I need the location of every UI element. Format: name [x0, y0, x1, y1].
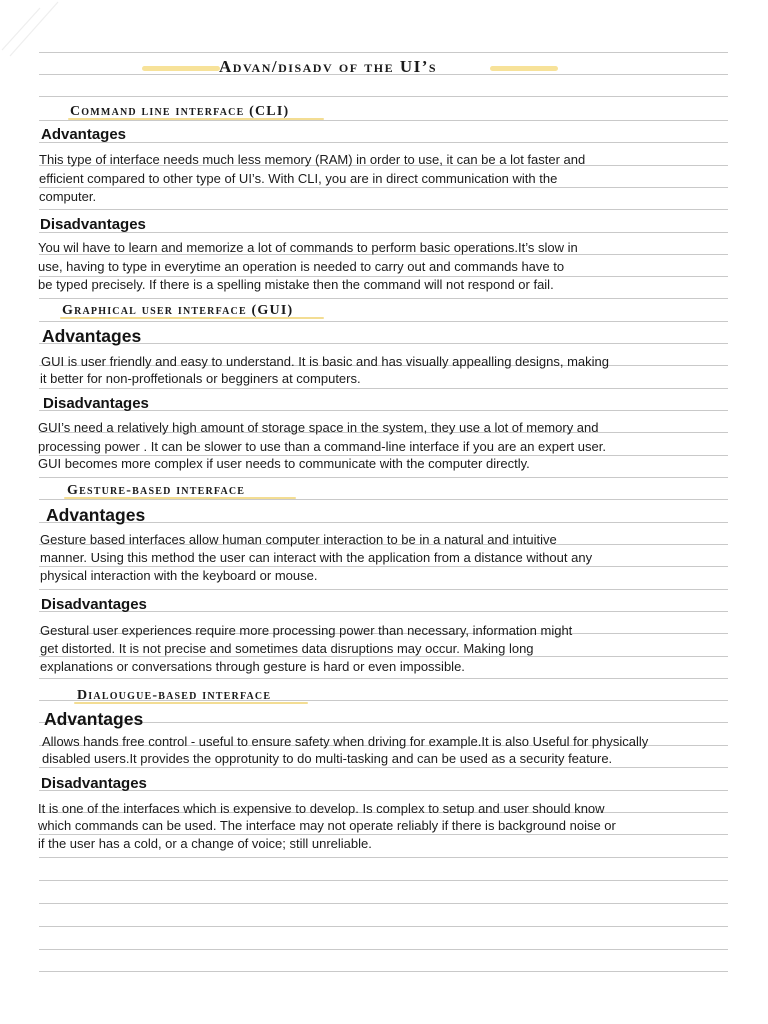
body-line: which commands can be used. The interface may not operate reliably if there is background noise or: [38, 818, 616, 833]
section-heading: Graphical user interface (GUI): [62, 303, 294, 318]
advantages-label: Advantages: [46, 505, 146, 525]
body-line: GUI is user friendly and easy to understand. It is basic and has visually appealling designs, making: [41, 354, 609, 369]
body-line: processing power . It can be slower to use than a command-line interface if you are an expert user.: [38, 439, 606, 454]
body-line: manner. Using this method the user can interact with the application from a distance without any: [40, 550, 593, 565]
body-line: Gestural user experiences require more processing power than necessary, information might: [40, 623, 573, 638]
body-line: You wil have to learn and memorize a lot of commands to perform basic operations.It’s slow in: [38, 240, 578, 255]
body-line: it better for non-proffetionals or begginers at computers.: [40, 371, 361, 386]
section-heading: Dialougue-based interface: [77, 688, 272, 703]
page-title: Advan/disadv of the UI’s: [219, 57, 438, 76]
disadvantages-label: Disadvantages: [41, 775, 147, 792]
advantages-label: Advantages: [44, 709, 144, 729]
advantages-label: Advantages: [42, 326, 142, 346]
disadvantages-label: Disadvantages: [43, 395, 149, 412]
disadvantages-label: Disadvantages: [41, 596, 147, 613]
section-heading: Gesture-based interface: [67, 483, 246, 498]
body-line: be typed precisely. If there is a spelling mistake then the command will not respond or fail.: [38, 277, 554, 292]
body-line: explanations or conversations through gesture is hard or even impossible.: [40, 659, 465, 674]
body-line: It is one of the interfaces which is expensive to develop. Is complex to setup and user should know: [38, 801, 605, 816]
title-highlight-right: [490, 66, 558, 71]
section-heading: Command line interface (CLI): [70, 104, 290, 119]
body-line: if the user has a cold, or a change of voice; still unreliable.: [38, 836, 372, 851]
body-line: efficient compared to other type of UI’s. With CLI, you are in direct communication with the: [39, 171, 558, 186]
body-line: GUI’s need a relatively high amount of storage space in the system, they use a lot of memory and: [38, 420, 599, 435]
body-line: GUI becomes more complex if user needs to communicate with the computer directly.: [38, 456, 530, 471]
body-line: use, having to type in everytime an operation is needed to carry out and commands have to: [38, 259, 565, 274]
body-line: This type of interface needs much less memory (RAM) in order to use, it can be a lot faster and: [39, 152, 586, 167]
title-highlight-left: [142, 66, 220, 71]
advantages-label: Advantages: [41, 126, 127, 143]
disadvantages-label: Disadvantages: [40, 216, 146, 233]
body-line: physical interaction with the keyboard or mouse.: [40, 568, 318, 583]
body-line: get distorted. It is not precise and sometimes data disruptions may occur. Making long: [40, 641, 534, 656]
corner-sketch-decoration: [0, 0, 70, 60]
body-line: disabled users.It provides the opprotunity to do multi-tasking and can be used as a security feature.: [42, 751, 613, 766]
body-line: Gesture based interfaces allow human computer interaction to be in a natural and intuitive: [40, 532, 557, 547]
body-line: computer.: [39, 189, 97, 204]
body-line: Allows hands free control - useful to ensure safety when driving for example.It is also Useful for physically: [42, 734, 649, 749]
